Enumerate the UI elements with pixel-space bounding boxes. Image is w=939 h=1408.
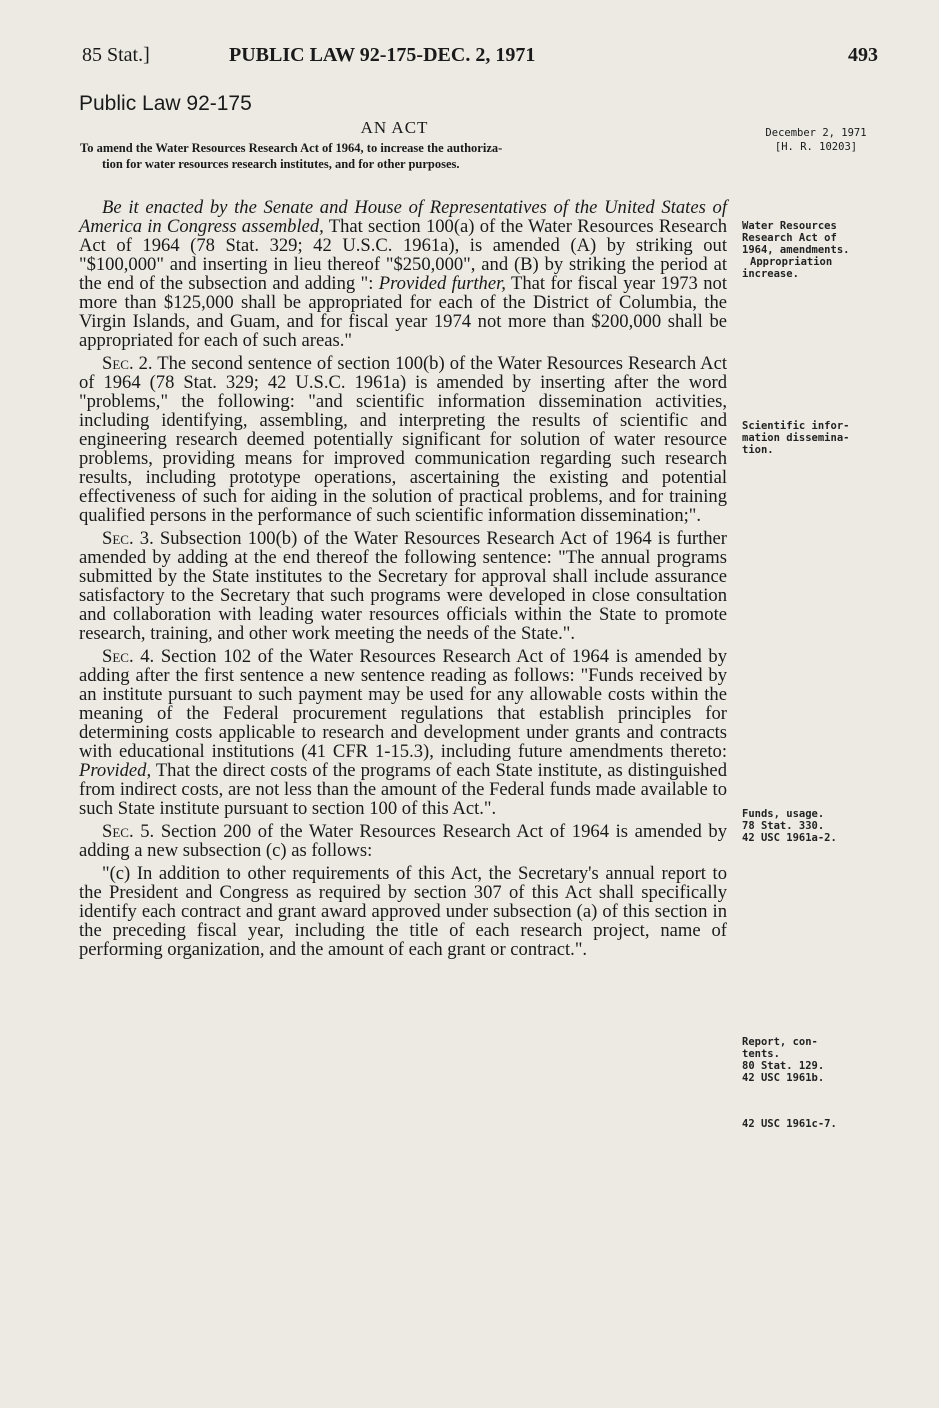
section-1-text-a: That section 100(a) of the Water Resources Research Act of 1964 (78 Stat. 329; 42 U.S.C. 1961a), is amended (A) by striking out "$100,000" and inserting in lieu thereof "$250,000", and (B) by striking the period at the end of the subsection and adding ": <box>79 216 728 294</box>
section-1-text-b: That for fiscal year 1973 not more than $125,000 shall be appropriated for each of the District of Columbia, the Virgin Islands, and Guam, and for fiscal year 1974 not more than $200,000 shall be appropriated for each of such areas." <box>79 273 728 351</box>
margin-note-line: mation dissemina- <box>742 432 850 444</box>
purpose-line-1: To amend the Water Resources Research Act of 1964, to increase the authoriza- <box>80 141 503 155</box>
margin-note-3 <box>742 808 837 844</box>
section-5 <box>79 822 727 860</box>
public-law-label: Public Law 92-175 <box>79 92 252 115</box>
section-2 <box>79 354 727 525</box>
bill-number: [H. R. 10203] <box>774 141 858 153</box>
section-3-label: Sec. 3. <box>102 528 154 549</box>
section-4-label: Sec. 4. <box>102 646 155 667</box>
section-5-subsection-c: "(c) In addition to other requirements of this Act, the Secretary's annual report to the President and Congress as required by section 307 of this Act shall specifically identify each contract and grant award approved under subsection (a) of this section in the preceding fiscal year, including the title of each research project, name of performing organization, and the amount of each grant or contract.". <box>79 863 727 960</box>
act-purpose <box>80 140 720 172</box>
margin-note-line: tion. <box>742 444 774 456</box>
margin-note-line: 42 USC 1961a-2. <box>742 832 837 844</box>
margin-note-1 <box>742 220 849 280</box>
purpose-line-2: tion for water resources research institutes, and for other purposes. <box>102 157 460 171</box>
margin-note-4 <box>742 1036 824 1084</box>
margin-note-2 <box>742 420 849 456</box>
running-header <box>82 44 878 74</box>
margin-note-line: increase. <box>742 268 799 280</box>
enactment-date: December 2, 1971 <box>765 127 867 139</box>
margin-note-line: 1964, amendments. <box>742 244 850 256</box>
section-4 <box>79 647 727 818</box>
section-1-proviso: Provided further, <box>378 273 506 294</box>
margin-note-line: 78 Stat. 330. <box>742 820 825 832</box>
section-3-text: Subsection 100(b) of the Water Resources Research Act of 1964 is further amended by adding at the end thereof the following sentence: "The annual programs submitted by the State institutes to the Secretary for approval shall include assurance satisfactory to the Secretary that such programs were developed in close consultation and collaboration with leading water resources officials within the State to promote research, training, and other work meeting the needs of the State.". <box>79 528 727 644</box>
section-4-proviso: Provided, <box>79 760 152 781</box>
margin-note-line: tents. <box>742 1048 780 1060</box>
margin-note-line: 42 USC 1961c-7. <box>742 1118 837 1130</box>
section-1 <box>79 198 727 350</box>
act-heading: AN ACT <box>360 118 429 137</box>
page-number: 493 <box>848 44 878 66</box>
volume-label: 85 Stat.] <box>82 44 150 66</box>
section-5-text: Section 200 of the Water Resources Research Act of 1964 is amended by adding a new subsection (c) as follows: <box>79 821 727 861</box>
margin-note-line: Appropriation <box>750 256 833 268</box>
date-block <box>736 126 896 154</box>
margin-note-line: Funds, usage. <box>742 808 825 820</box>
margin-note-line: Research Act of <box>742 232 837 244</box>
margin-note-line: 80 Stat. 129. <box>742 1060 825 1072</box>
section-4-text-a: Section 102 of the Water Resources Research Act of 1964 is amended by adding after the first sentence a new sentence reading as follows: "Funds received by an institute pursuant to such payment may be used for any allowable costs within the meaning of the Federal procurement regulations that establish principles for determining costs applicable to research and development under grants and contracts with educational institutions (41 CFR 1-15.3), including future amendments thereto: <box>79 646 727 762</box>
section-3 <box>79 529 727 643</box>
margin-note-line: Water Resources <box>742 220 837 232</box>
act-body <box>79 198 727 963</box>
margin-note-line: Report, con- <box>742 1036 818 1048</box>
enacting-clause: Be it enacted by the Senate and House of Representatives of the United States of America in Congress assembled, <box>79 197 727 237</box>
margin-note-5 <box>742 1118 837 1130</box>
margin-note-line: Scientific infor- <box>742 420 850 432</box>
section-5-label: Sec. 5. <box>102 821 155 842</box>
section-4-text-b: That the direct costs of the programs of each State institute, as distinguished from indirect costs, are not less than the amount of the Federal funds made available to such State institute pursuant to section 100 of this Act.". <box>79 760 727 819</box>
section-2-label: Sec. 2. <box>102 353 153 374</box>
section-2-text: The second sentence of section 100(b) of the Water Resources Research Act of 1964 (78 Stat. 329; 42 U.S.C. 1961a) is amended by inserting after the word "problems," the following: "and scientific information dissemination activities, including identifying, assembling, and interpreting the results of scientific and engineering research deemed potentially significant for solution of water resource problems, providing means for improved communication regarding such research results, including prototype operations, ascertaining the existing and potential effectiveness of such for aiding in the solution of practical problems, and for training qualified persons in the performance of such scientific information dissemination;". <box>79 353 727 526</box>
margin-note-line: 42 USC 1961b. <box>742 1072 825 1084</box>
header-title: PUBLIC LAW 92-175-DEC. 2, 1971 <box>229 44 536 66</box>
